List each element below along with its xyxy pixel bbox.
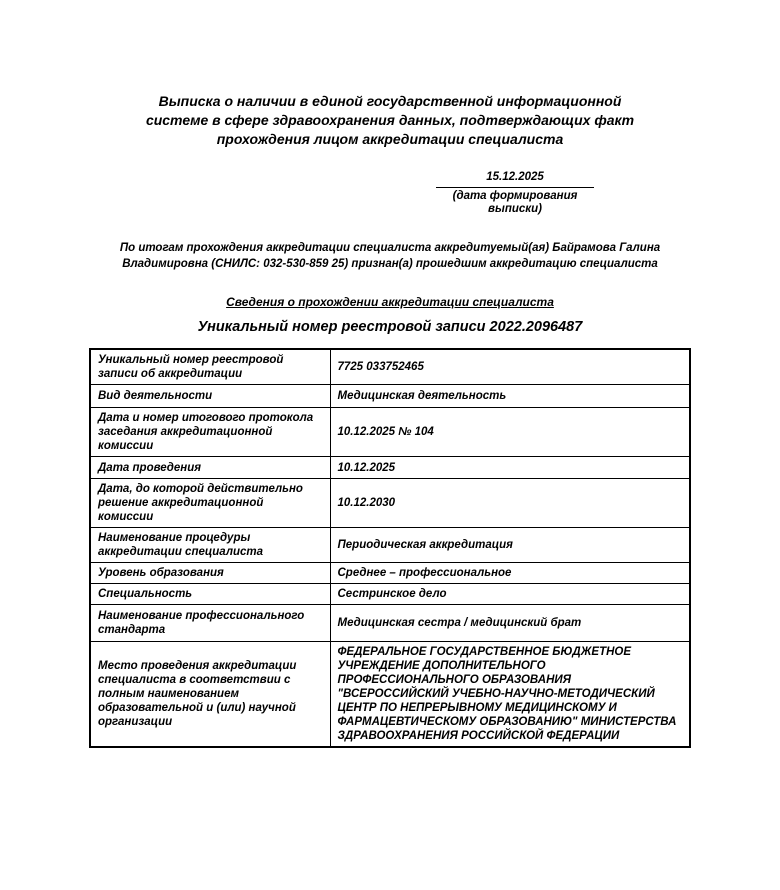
table-row (90, 642, 690, 748)
field-value: 7725 033752465 (330, 349, 690, 385)
table-row (90, 479, 690, 528)
field-label: Специальность (90, 584, 330, 605)
field-label: Уровень образования (90, 563, 330, 584)
table-row (90, 408, 690, 457)
field-value: Периодическая аккредитация (330, 528, 690, 563)
field-label: Дата, до которой действительно решение аккредитационной комиссии (90, 479, 330, 528)
field-label: Дата и номер итогового протокола заседания аккредитационной комиссии (90, 408, 330, 457)
field-label: Дата проведения (90, 457, 330, 479)
document-title: Выписка о наличии в единой государственной информационной системе в сфере здравоохранения данных, подтверждающих факт прохождения лицом аккредитации специалиста (145, 93, 635, 147)
field-label: Наименование процедуры аккредитации специалиста (90, 528, 330, 563)
issue-date-caption: (дата формирования выписки) (452, 190, 578, 215)
field-label: Место проведения аккредитации специалиста в соответствии с полным наименованием образовательной и (или) научной организации (90, 642, 330, 748)
field-label: Наименование профессионального стандарта (90, 605, 330, 642)
field-value: Среднее – профессиональное (330, 563, 690, 584)
table-row (90, 349, 690, 385)
field-value: Сестринское дело (330, 584, 690, 605)
field-value: Медицинская сестра / медицинский брат (330, 605, 690, 642)
table-row (90, 563, 690, 584)
accreditation-summary-text: По итогам прохождения аккредитации специалиста аккредитуемый(ая) Байрамова Галина Владимировна (СНИЛС: 032-530-859 25) признан(а) прошедшим аккредитацию специалиста (119, 242, 661, 270)
field-value: Медицинская деятельность (330, 385, 690, 408)
table-row (90, 528, 690, 563)
field-value: ФЕДЕРАЛЬНОЕ ГОСУДАРСТВЕННОЕ БЮДЖЕТНОЕ УЧРЕЖДЕНИЕ ДОПОЛНИТЕЛЬНОГО ПРОФЕССИОНАЛЬНОГО ОБРАЗОВАНИЯ "ВСЕРОССИЙСКИЙ УЧЕБНО-НАУЧНО-МЕТОДИЧЕСКИЙ ЦЕНТР ПО НЕПРЕРЫВНОМУ МЕДИЦИНСКОМУ И ФАРМАЦЕВТИЧЕСКОМУ ОБРАЗОВАНИЮ" МИНИСТЕРСТВА ЗДРАВООХРАНЕНИЯ РОССИЙСКОЙ ФЕДЕРАЦИИ (330, 642, 690, 748)
issue-date-value: 15.12.2025 (436, 171, 594, 188)
section-heading: Сведения о прохождении аккредитации специалиста (226, 295, 554, 309)
table-row (90, 457, 690, 479)
field-value: 10.12.2025 (330, 457, 690, 479)
field-label: Уникальный номер реестровой записи об аккредитации (90, 349, 330, 385)
field-value: 10.12.2030 (330, 479, 690, 528)
registry-record-number: Уникальный номер реестровой записи 2022.2096487 (197, 319, 583, 335)
table-row (90, 605, 690, 642)
field-value: 10.12.2025 № 104 (330, 408, 690, 457)
issue-date-block (436, 171, 594, 216)
field-label: Вид деятельности (90, 385, 330, 408)
accreditation-details-table (89, 348, 691, 748)
table-row (90, 385, 690, 408)
table-row (90, 584, 690, 605)
